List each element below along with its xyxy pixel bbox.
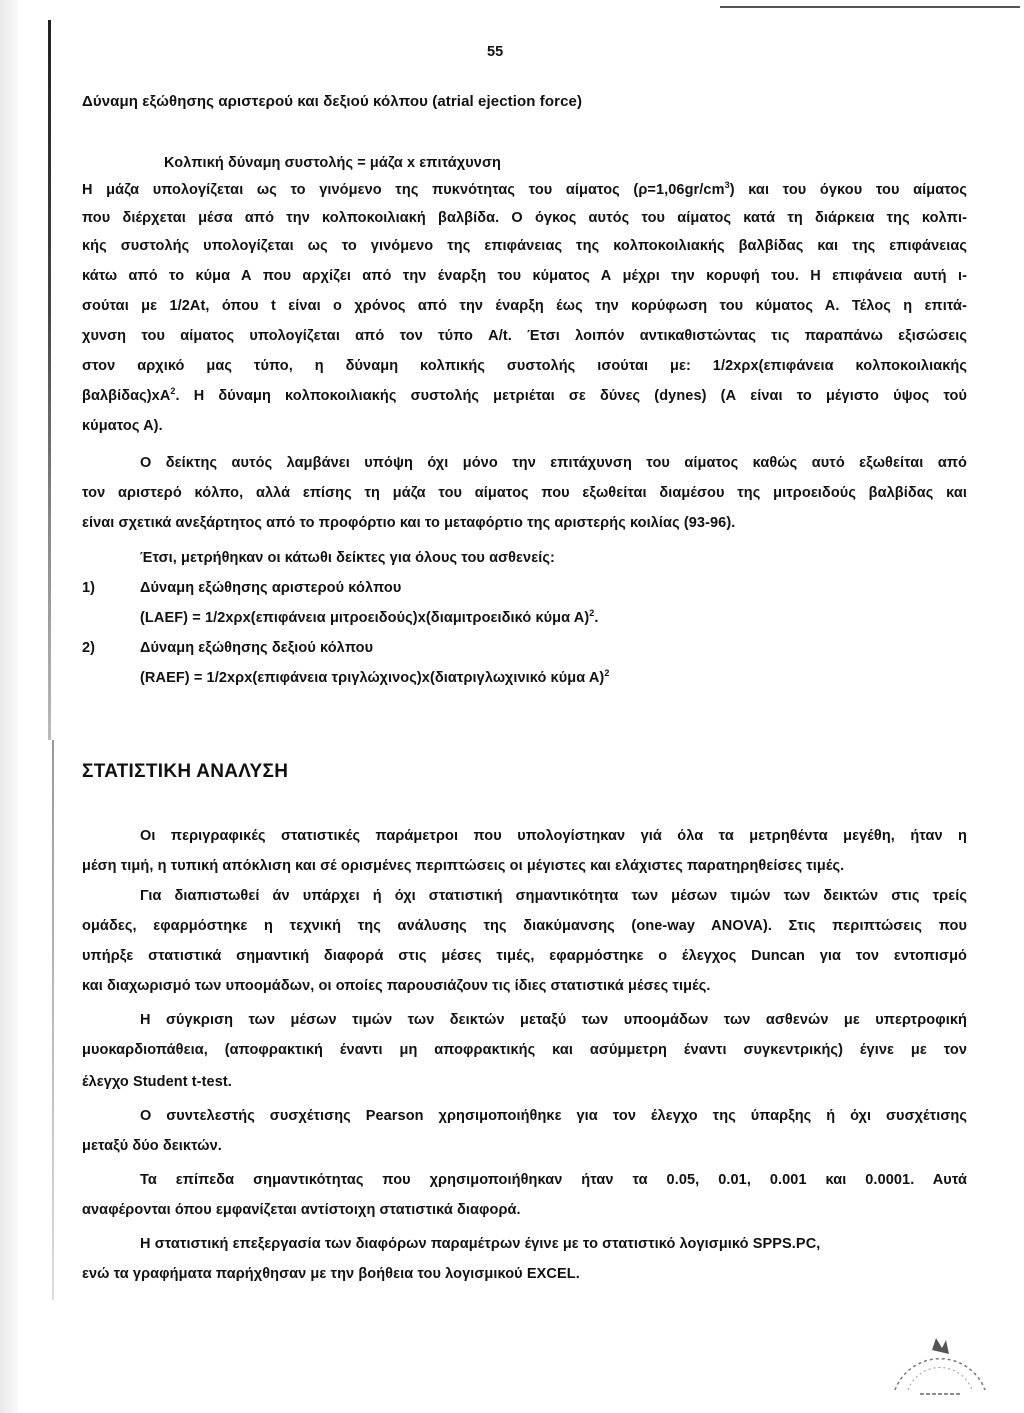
section-heading: Δύναμη εξώθησης αριστερού και δεξιού κόλπου (atrial ejection force) (82, 93, 583, 110)
paragraph-line: Έτσι, μετρήθηκαν οι κάτωθι δείκτες για όλους του ασθενείς: (140, 550, 555, 566)
list-formula: (RAEF) = 1/2xρx(επιφάνεια τριγλώχινος)x(διατριγλωχινικό κύμα Α)$^2$ (140, 668, 610, 686)
list-title: Δύναμη εξώθησης δεξιού κόλπου (140, 640, 374, 656)
paragraph-line: κύματος Α). (82, 418, 163, 434)
paragraph-line: κής συστολής υπολογίζεται ως το γινόμενο της επιφάνειας της κολποκοιλιακής βαλβίδας και της επιφάνειας (82, 238, 967, 254)
paragraph-line: μέση τιμή, η τυπική απόκλιση και σέ ορισμένες περιπτώσεις οι μέγιστες και ελάχιστες παρατηρηθείσες τιμές. (82, 858, 845, 874)
paragraph-line: Η στατιστική επεξεργασία των διαφόρων παραμέτρων έγινε με το στατιστικό λογισμικό SPPS.PC, (140, 1236, 821, 1252)
paragraph-line: Τα επίπεδα σημαντικότητας που χρησιμοποιήθηκαν ήταν τα 0.05, 0.01, 0.001 και 0.0001. Αυτά (140, 1172, 967, 1188)
list-formula: (LAEF) = 1/2xρx(επιφάνεια μιτροειδούς)x(διαμιτροειδικό κύμα Α)$^2$. (140, 608, 599, 626)
paragraph-line: υπήρξε στατιστικά σημαντική διαφορά στις μέσες τιμές, εφαρμόστηκε ο έλεγχος Duncan για τον εντοπισμό (82, 948, 967, 964)
paragraph-line: $\beta\alpha\lambda\beta ί\delta\alpha\varsigma)xA^2$. Η δύναμη κολποκοιλιακής συστολής μετριέται σε δύνες (dynes) (Α είναι το μέγιστο ύψος τού (82, 386, 967, 404)
paragraph-line: αναφέρονται όπου εμφανίζεται αντίστοιχη στατιστικά διαφορά. (82, 1202, 521, 1218)
paragraph-line: μυοκαρδιοπάθεια, (αποφρακτική έναντι μη αποφρακτικής και ασύμμετρη έναντι συγκεντρικής) έγινε με τον (82, 1042, 967, 1058)
paragraph-line: κάτω από το κύμα Α που αρχίζει από την έναρξη του κύματος Α μέχρι την κορυφή του. Η επιφάνεια αυτή ι- (82, 268, 967, 284)
statistics-heading: ΣΤΑΤΙΣΤΙΚΗ ΑΝΑΛΥΣΗ (82, 761, 289, 782)
paragraph-line: σούται με 1/2At, όπου t είναι ο χρόνος από την έναρξη έως την κορύφωση του κύματος Α. Τέλος η επιτά- (82, 298, 967, 314)
formula-intro: Κολπική δύναμη συστολής = μάζα x επιτάχυνση (164, 155, 501, 171)
paragraph-line: και διαχωρισμό των υποομάδων, οι οποίες παρουσιάζουν τις ίδιες στατιστικά μέσες τιμές. (82, 978, 711, 994)
library-stamp-icon (880, 1290, 1000, 1400)
paragraph-line: Η σύγκριση των μέσων τιμών των δεικτών μεταξύ των υποομάδων των ασθενών με υπερτροφική (140, 1012, 967, 1028)
list-number: 1) (82, 580, 96, 596)
paragraph-line: Για διαπιστωθεί άν υπάρχει ή όχι στατιστική σημαντικότητα των μέσων τιμών των δεικτών στις τρείς (140, 888, 967, 904)
paragraph-line: Οι περιγραφικές στατιστικές παράμετροι που υπολογίστηκαν γιά όλα τα μετρηθέντα μεγέθη, ήταν η (140, 828, 967, 844)
top-rule (720, 6, 1020, 8)
paragraph-line: τον αριστερό κόλπο, αλλά επίσης τη μάζα του αίματος που εξωθείται διαμέσου της μιτροειδούς βαλβίδας και (82, 485, 967, 501)
paragraph-line: χυνση του αίματος υπολογίζεται από τον τύπο A/t. Έτσι λοιπόν αντικαθιστώντας τις παραπάνω εξισώσεις (82, 328, 967, 344)
binding-shadow-lower (52, 740, 54, 1300)
paragraph-line: στον αρχικό μας τύπο, η δύναμη κολπικής συστολής ισούται με: 1/2xρx(επιφάνεια κολποκοιλιακής (82, 358, 967, 374)
paragraph-line: μεταξύ δύο δεικτών. (82, 1138, 222, 1154)
binding-shadow (48, 20, 51, 740)
paragraph-line: ομάδες, εφαρμόστηκε η τεχνική της ανάλυσης της διακύμανσης (one-way ANOVA). Στις περιπτώσεις που (82, 918, 967, 934)
paragraph-line: έλεγχο Student t-test. (82, 1074, 232, 1090)
binding-edge (0, 0, 18, 1413)
paragraph-line: Ο συντελεστής συσχέτισης Pearson χρησιμοποιήθηκε για τον έλεγχο της ύπαρξης ή όχι συσχέτισης (140, 1108, 967, 1124)
paragraph-line: Η μάζα υπολογίζεται ως το γινόμενο της πυκνότητας του αίματος $(\rho=1,06gr/cm^3)$ και του όγκου του αίματος (82, 180, 967, 198)
paragraph-line: Ο δείκτης αυτός λαμβάνει υπόψη όχι μόνο την επιτάχυνση του αίματος καθώς αυτό εξωθείται από (140, 455, 967, 471)
list-title: Δύναμη εξώθησης αριστερού κόλπου (140, 580, 402, 596)
page-number: 55 (487, 44, 504, 60)
list-number: 2) (82, 640, 96, 656)
paragraph-line: είναι σχετικά ανεξάρτητος από το προφόρτιο και το μεταφόρτιο της αριστερής κοιλίας (93-96). (82, 515, 736, 531)
paragraph-line: ενώ τα γραφήματα παρήχθησαν με την βοήθεια του λογισμικού EXCEL. (82, 1266, 580, 1282)
paragraph-line: που διέρχεται μέσα από την κολποκοιλιακή βαλβίδα. Ο όγκος αυτός του αίματος κατά τη διάρκεια της κολπι- (82, 210, 967, 226)
